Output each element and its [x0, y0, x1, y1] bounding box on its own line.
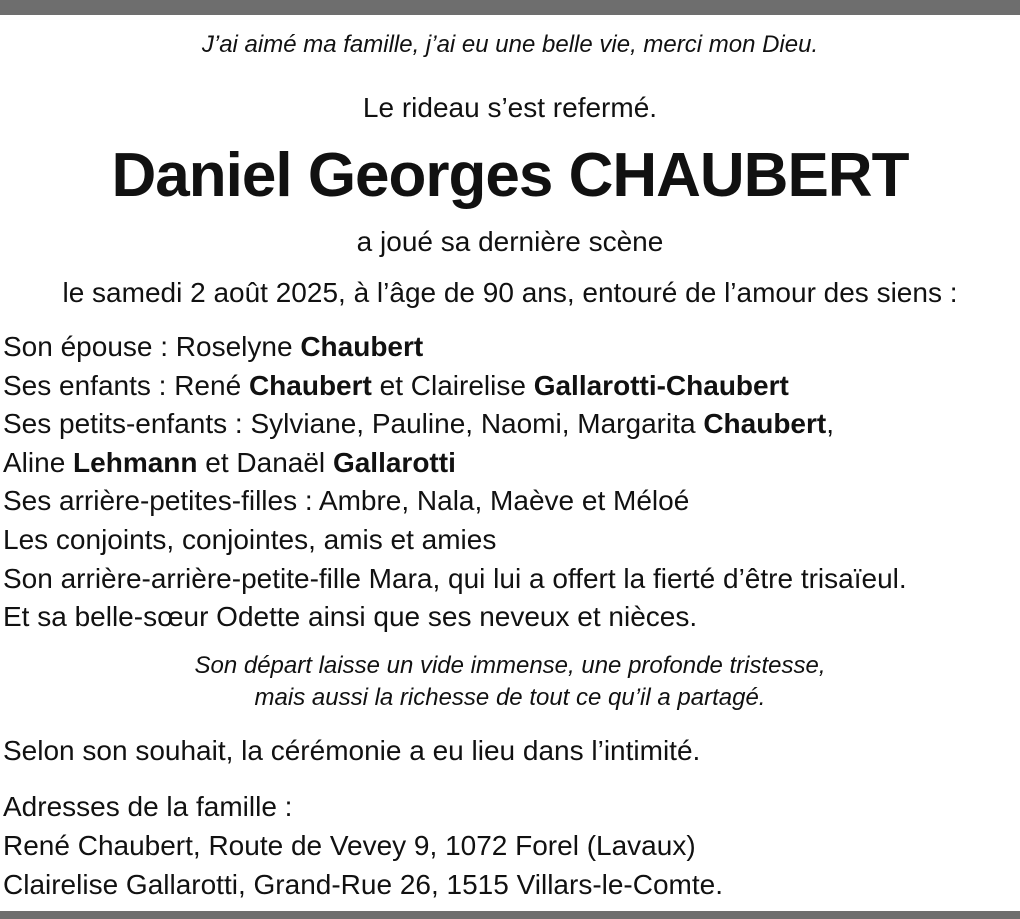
family-list: [3, 328, 907, 637]
grandchildren2-middle: et Danaël: [197, 446, 333, 478]
children-surname-2: Gallarotti-Chaubert: [533, 369, 789, 401]
children-text: Ses enfants : René: [3, 369, 249, 401]
grandchildren2-surname-1: Lehmann: [73, 446, 198, 478]
epigraph: J’ai aimé ma famille, j’ai eu une belle vie, merci mon Dieu.: [201, 31, 819, 58]
family-children: [3, 367, 907, 406]
grandchildren2-text: Aline: [3, 446, 74, 478]
address-line-1: René Chaubert, Route de Vevey 9, 1072 Forel (Lavaux): [3, 830, 696, 861]
grandchildren-suffix: ,: [826, 408, 835, 440]
grandchildren-surname: Chaubert: [703, 408, 827, 440]
grandchildren2-surname-2: Gallarotti: [332, 446, 456, 478]
curtain-line: Le rideau s’est refermé.: [362, 92, 658, 123]
address-line-2: Clairelise Gallarotti, Grand-Rue 26, 1515 Villars-le-Comte.: [3, 869, 724, 900]
family-partners: Les conjoints, conjointes, amis et amies: [3, 523, 497, 555]
ceremony-line: Selon son souhait, la cérémonie a eu lieu dans l’intimité.: [3, 735, 701, 766]
grandchildren-text: Ses petits-enfants : Sylviane, Pauline, Naomi, Margarita: [3, 408, 704, 440]
family-great-great-grandchild: Son arrière-arrière-petite-fille Mara, qui lui a offert la fierté d’être trisaïeul.: [3, 562, 907, 594]
family-grandchildren-2: [3, 444, 907, 483]
tribute: [0, 650, 1020, 714]
children-surname-1: Chaubert: [248, 369, 372, 401]
bottom-rule: [0, 911, 1020, 919]
family-great-grandchildren: Ses arrière-petites-filles : Ambre, Nala, Maève et Méloé: [3, 485, 690, 517]
date-line: le samedi 2 août 2025, à l’âge de 90 ans, entouré de l’amour des siens :: [62, 277, 958, 308]
addresses-heading: Adresses de la famille :: [3, 791, 293, 822]
tribute-line-1: Son départ laisse un vide immense, une profonde tristesse,: [194, 652, 826, 679]
top-rule: [0, 0, 1020, 15]
family-sister-in-law: Et sa belle-sœur Odette ainsi que ses neveux et nièces.: [3, 601, 698, 633]
family-grandchildren: [3, 405, 907, 444]
spouse-text: Son épouse : Roselyne: [3, 331, 301, 362]
scene-line: a joué sa dernière scène: [356, 226, 664, 257]
family-spouse: [3, 328, 907, 367]
deceased-name: Daniel Georges CHAUBERT: [111, 141, 909, 210]
children-middle: et Clairelise: [371, 369, 534, 401]
family-addresses: [3, 787, 723, 904]
spouse-surname: Chaubert: [300, 331, 424, 362]
tribute-line-2: mais aussi la richesse de tout ce qu’il a partagé.: [254, 684, 766, 711]
